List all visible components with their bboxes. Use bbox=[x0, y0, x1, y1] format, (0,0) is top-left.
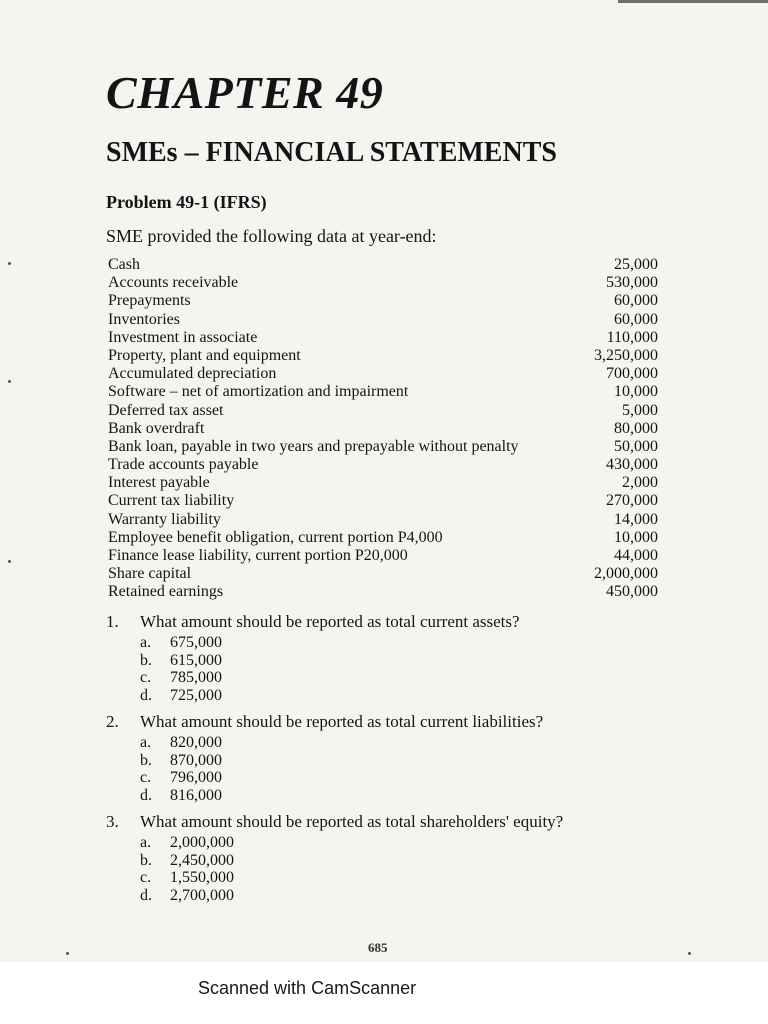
ledger-label: Investment in associate bbox=[108, 328, 258, 346]
scan-speck bbox=[688, 952, 691, 955]
choice-value: 816,000 bbox=[170, 786, 222, 804]
choice-letter: c. bbox=[140, 669, 152, 686]
answer-choice bbox=[140, 787, 666, 805]
ledger-amount: 44,000 bbox=[614, 547, 658, 564]
ledger-amount: 10,000 bbox=[614, 383, 658, 401]
answer-choice bbox=[140, 652, 666, 670]
ledger-label: Bank overdraft bbox=[108, 419, 205, 437]
choice-value: 870,000 bbox=[170, 751, 222, 769]
ledger-row bbox=[108, 420, 658, 438]
question-list bbox=[106, 612, 666, 912]
choice-letter: c. bbox=[140, 769, 152, 786]
ledger-label: Property, plant and equipment bbox=[108, 346, 301, 364]
choice-value: 2,000,000 bbox=[170, 834, 234, 851]
question-item bbox=[106, 712, 666, 804]
ledger-amount: 60,000 bbox=[614, 310, 658, 328]
ledger-label: Prepayments bbox=[108, 292, 191, 310]
question-number: 1. bbox=[106, 612, 119, 631]
chapter-heading: CHAPTER 49 bbox=[106, 67, 384, 118]
answer-choice bbox=[140, 834, 666, 852]
ledger-label: Inventories bbox=[108, 310, 180, 328]
ledger-row bbox=[108, 492, 658, 510]
ledger-row bbox=[108, 547, 658, 565]
ledger-amount: 3,250,000 bbox=[594, 346, 658, 364]
ledger-amount: 14,000 bbox=[614, 510, 658, 528]
ledger-row bbox=[108, 274, 658, 292]
ledger-row bbox=[108, 383, 658, 401]
question-text: What amount should be reported as total current liabilities? bbox=[140, 712, 544, 731]
choice-value: 2,450,000 bbox=[170, 851, 234, 869]
ledger-row bbox=[108, 456, 658, 474]
choice-value: 1,550,000 bbox=[170, 869, 234, 886]
ledger-label: Current tax liability bbox=[108, 492, 235, 510]
choice-value: 820,000 bbox=[170, 734, 222, 751]
ledger-amount: 530,000 bbox=[606, 274, 658, 292]
problem-title: Problem 49-1 (IFRS) bbox=[106, 192, 267, 212]
choice-value: 2,700,000 bbox=[170, 886, 234, 904]
ledger-row bbox=[108, 292, 658, 310]
ledger-amount: 25,000 bbox=[614, 256, 658, 273]
ledger-row bbox=[108, 583, 658, 601]
question-item bbox=[106, 612, 666, 704]
ledger-row bbox=[108, 311, 658, 329]
answer-choice bbox=[140, 734, 666, 752]
ledger-label: Bank loan, payable in two years and prepayable without penalty bbox=[108, 437, 519, 455]
choice-letter: d. bbox=[140, 686, 152, 704]
ledger-label: Accumulated depreciation bbox=[108, 365, 277, 383]
ledger-amount: 110,000 bbox=[606, 328, 658, 346]
scanner-watermark-text: Scanned with CamScanner bbox=[198, 978, 417, 998]
scan-speck bbox=[8, 262, 11, 265]
ledger-row bbox=[108, 511, 658, 529]
ledger-amount: 2,000 bbox=[622, 474, 658, 492]
ledger-row bbox=[108, 529, 658, 547]
choice-letter: b. bbox=[140, 651, 152, 669]
page-number: 685 bbox=[368, 940, 388, 955]
ledger-amount: 60,000 bbox=[614, 292, 658, 310]
ledger-label: Retained earnings bbox=[108, 583, 224, 601]
answer-choice bbox=[140, 669, 666, 687]
choice-letter: b. bbox=[140, 851, 152, 869]
answer-choice bbox=[140, 634, 666, 652]
ledger-amount: 50,000 bbox=[614, 437, 658, 455]
ledger-row bbox=[108, 402, 658, 420]
question-number: 3. bbox=[106, 812, 119, 831]
ledger-label: Warranty liability bbox=[108, 510, 221, 528]
choice-letter: a. bbox=[140, 634, 152, 651]
answer-choice bbox=[140, 852, 666, 870]
ledger-label: Software – net of amortization and impairment bbox=[108, 383, 409, 401]
ledger-row bbox=[108, 438, 658, 456]
ledger-row bbox=[108, 329, 658, 347]
ledger-label: Cash bbox=[108, 256, 140, 273]
section-title: SMEs – FINANCIAL STATEMENTS bbox=[106, 137, 557, 168]
ledger-amount: 450,000 bbox=[606, 583, 658, 601]
ledger-row bbox=[108, 365, 658, 383]
choice-value: 675,000 bbox=[170, 634, 222, 651]
ledger-list bbox=[108, 256, 658, 602]
ledger-row bbox=[108, 347, 658, 365]
ledger-amount: 430,000 bbox=[606, 456, 658, 474]
ledger-amount: 5,000 bbox=[622, 401, 658, 419]
ledger-label: Accounts receivable bbox=[108, 274, 239, 292]
answer-choice bbox=[140, 887, 666, 905]
problem-intro: SME provided the following data at year-end: bbox=[106, 226, 437, 246]
question-text: What amount should be reported as total shareholders' equity? bbox=[140, 812, 564, 831]
choice-value: 796,000 bbox=[170, 769, 222, 786]
ledger-amount: 270,000 bbox=[606, 492, 658, 510]
ledger-amount: 10,000 bbox=[614, 528, 658, 546]
choice-value: 725,000 bbox=[170, 686, 222, 704]
ledger-label: Interest payable bbox=[108, 474, 210, 492]
scan-speck bbox=[66, 952, 69, 955]
page-edge-strip bbox=[618, 0, 768, 3]
ledger-row bbox=[108, 565, 658, 583]
ledger-label: Employee benefit obligation, current portion P4,000 bbox=[108, 528, 443, 546]
answer-choice bbox=[140, 752, 666, 770]
choice-letter: c. bbox=[140, 869, 152, 886]
answer-choice bbox=[140, 769, 666, 787]
question-text: What amount should be reported as total current assets? bbox=[140, 612, 520, 631]
choice-letter: d. bbox=[140, 886, 152, 904]
ledger-label: Trade accounts payable bbox=[108, 456, 259, 474]
answer-choice bbox=[140, 869, 666, 887]
choice-letter: a. bbox=[140, 734, 152, 751]
question-number: 2. bbox=[106, 712, 119, 731]
ledger-amount: 700,000 bbox=[606, 365, 658, 383]
ledger-row bbox=[108, 474, 658, 492]
question-item bbox=[106, 812, 666, 904]
choice-letter: a. bbox=[140, 834, 152, 851]
ledger-row bbox=[108, 256, 658, 274]
scanner-footer bbox=[0, 962, 768, 1024]
ledger-amount: 80,000 bbox=[614, 419, 658, 437]
choice-value: 615,000 bbox=[170, 651, 222, 669]
answer-choice bbox=[140, 687, 666, 705]
choice-letter: d. bbox=[140, 786, 152, 804]
scan-speck bbox=[8, 380, 11, 383]
choice-value: 785,000 bbox=[170, 669, 222, 686]
ledger-amount: 2,000,000 bbox=[594, 565, 658, 583]
scan-speck bbox=[8, 560, 11, 563]
choice-letter: b. bbox=[140, 751, 152, 769]
ledger-label: Deferred tax asset bbox=[108, 401, 224, 419]
ledger-label: Share capital bbox=[108, 565, 192, 583]
ledger-label: Finance lease liability, current portion P20,000 bbox=[108, 547, 408, 564]
